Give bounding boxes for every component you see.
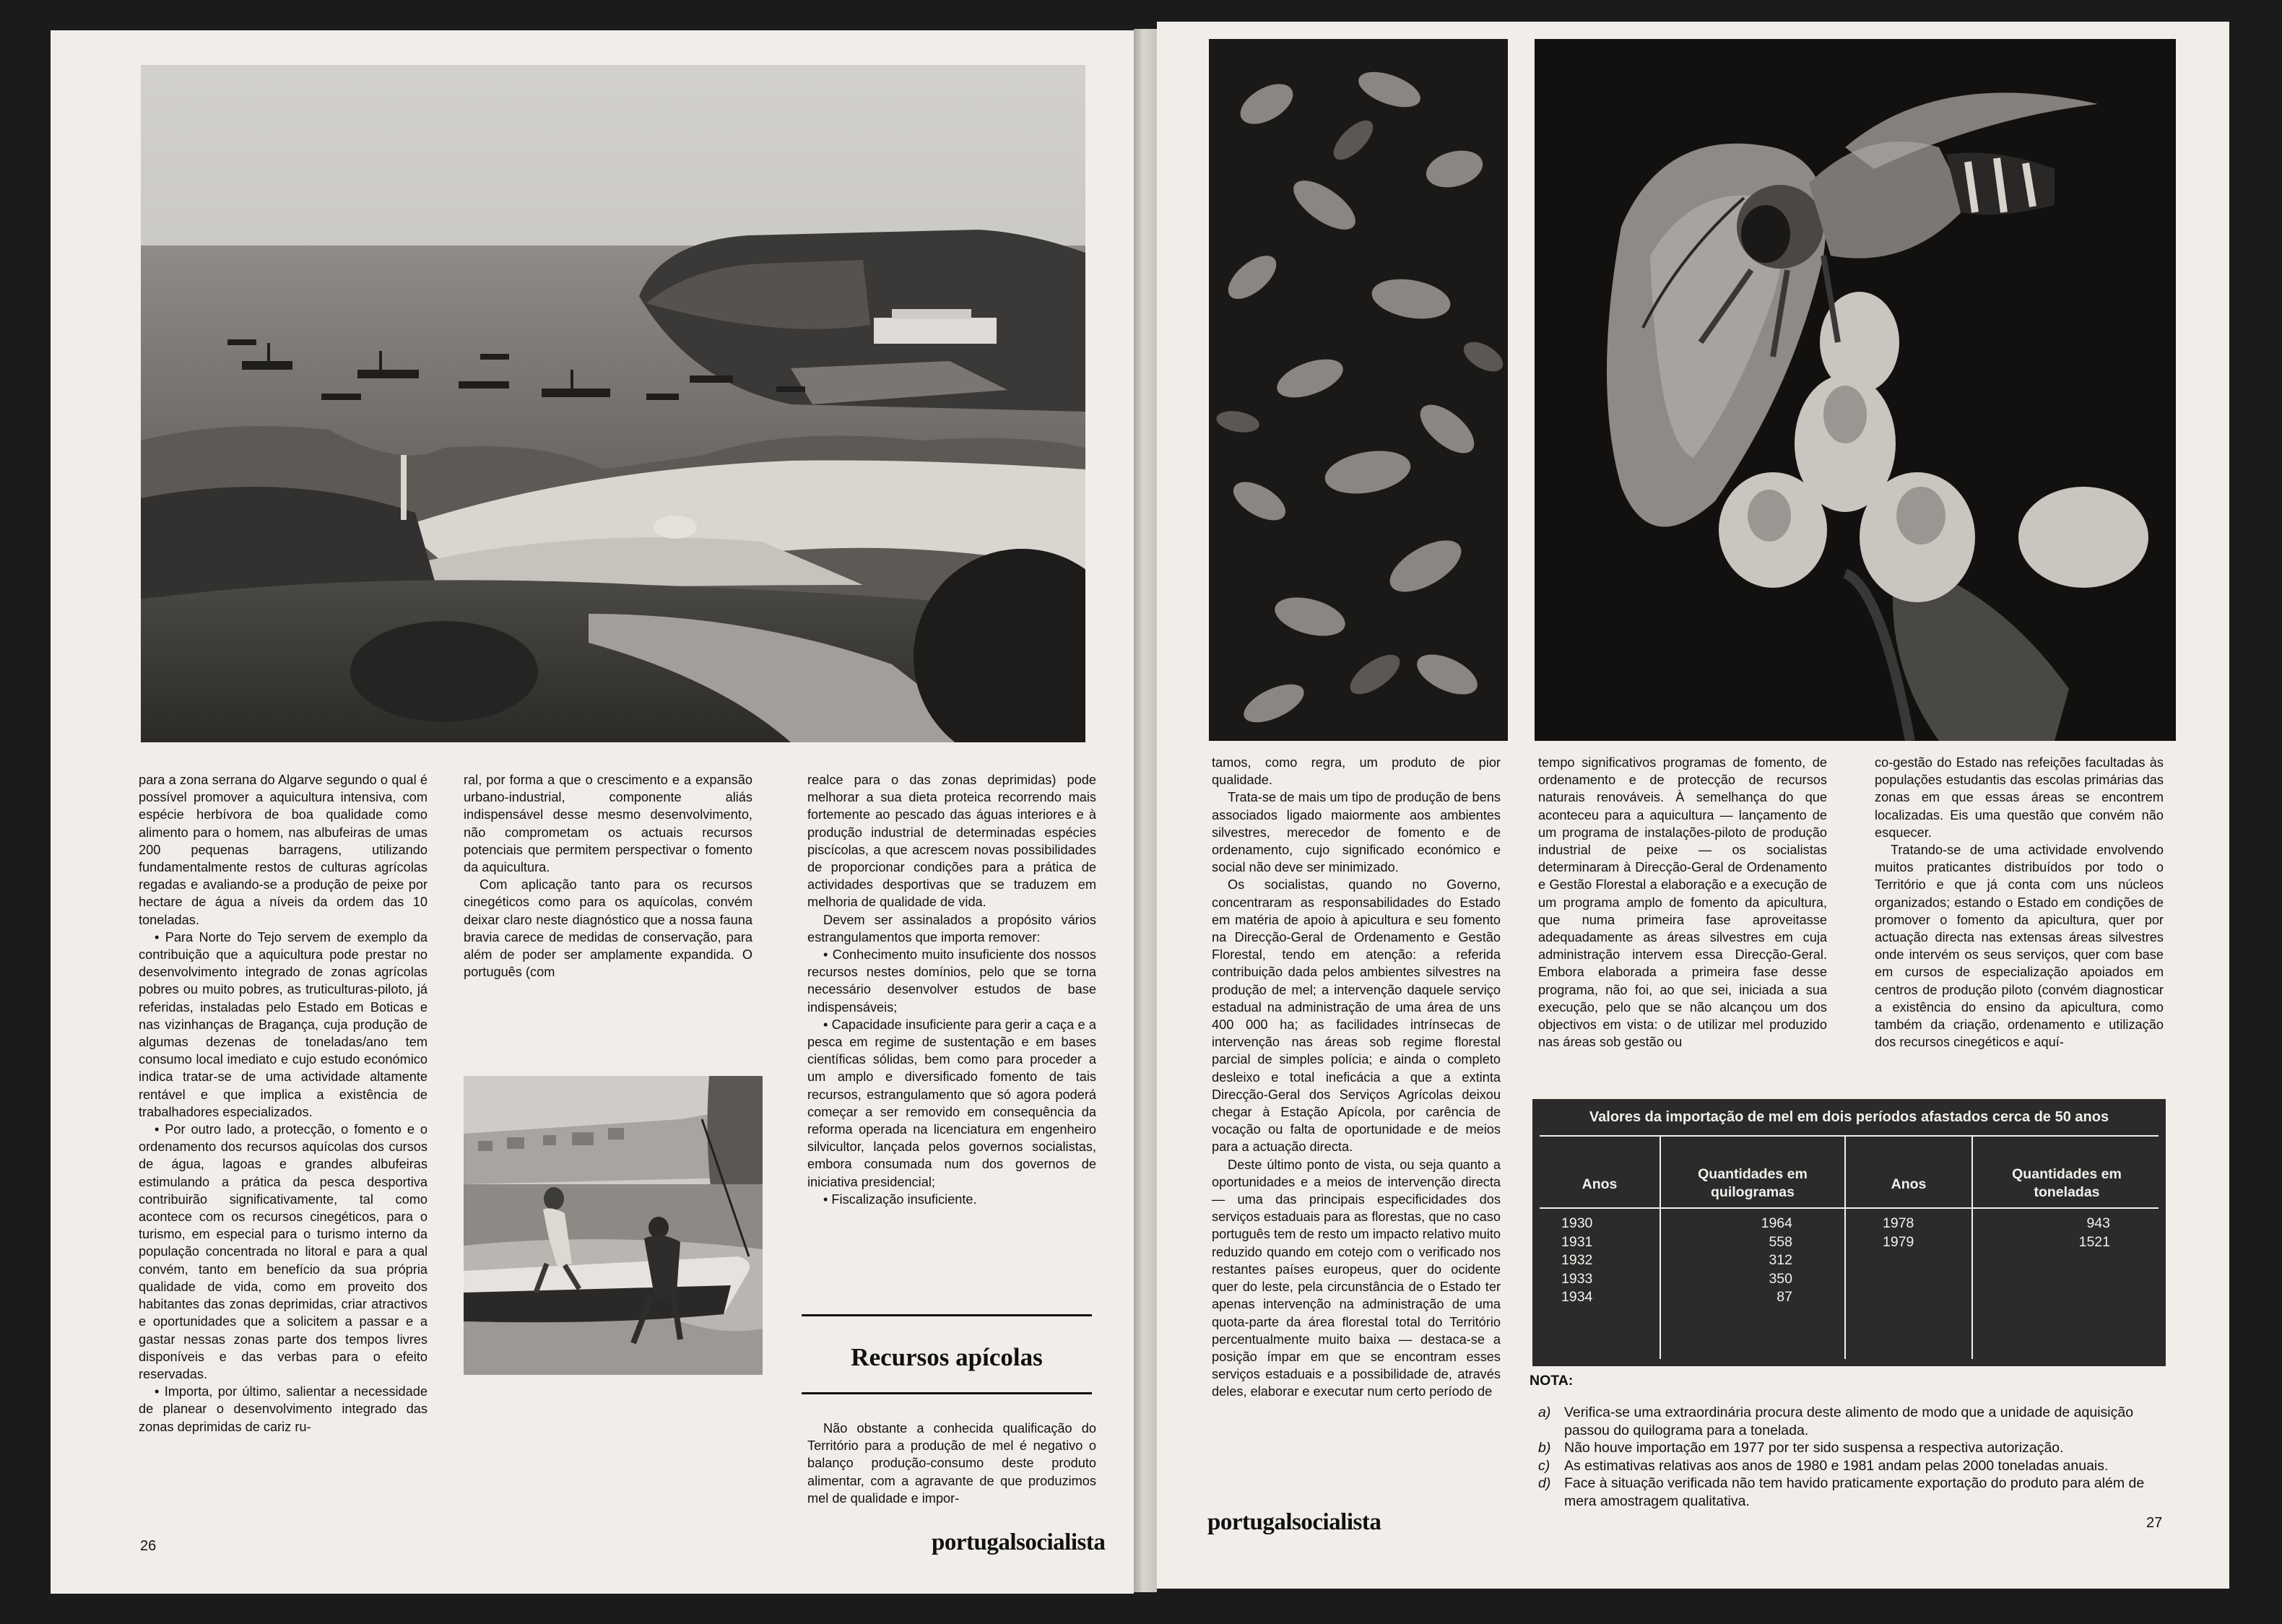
nota-label: NOTA: [1530, 1373, 1574, 1389]
table-divider [1844, 1135, 1846, 1359]
table-header-anos: Anos [1891, 1176, 1927, 1192]
paragraph: • Capacidade insuficiente para gerir a caça e a pesca em regime de sustentação e em bases científicas sólidas, bem como para proceder a um amplo e diversificado fomento de tais recursos, estrangulamento que só agora poderá começar a ser removido em consequência da reforma operada na licenciatura em engenheiro silvicultor, lançada pelos governos socialistas, embora consumada num dos governos de iniciativa presidencial; [807, 1017, 1096, 1189]
paragraph: • Importa, por último, salientar a necessidade de planear o desenvolvimento integrado das zonas deprimidas de cariz ru- [139, 1384, 428, 1434]
paragraph: • Para Norte do Tejo servem de exemplo da contribuição que a aquicultura pode prestar no desenvolvimento integrado de zonas agrícolas pobres ou muito pobres, as truticulturas-piloto, já referidas, instaladas pelo Estado em Boticas e nas vizinhanças de Bragança, cuja produção de algumas dezenas de toneladas/ano tem consumo local imediato e cujo estudo económico indica tratar-se de uma actividade altamente rentável e que implica a existência de trabalhadores especializados. [139, 929, 428, 1119]
table-cell: 1978 [1883, 1215, 1914, 1231]
nota-item [1538, 1457, 2174, 1475]
masthead: portugalsocialista [1207, 1509, 1381, 1535]
bee-on-flower-photo [1535, 39, 2176, 741]
paragraph: Devem ser assinalados a propósito vários estrangulamentos que importa remover: [807, 912, 1096, 945]
table-cell: 1933 [1561, 1270, 1593, 1287]
paragraph: Com aplicação tanto para os recursos cinegéticos como para os aquícolas, convém deixar claro neste diagnóstico que a nossa fauna bravia carece de medidas de conservação, para além de poder ser amplamente expandida. O português (com [464, 877, 752, 980]
period1-years [1561, 1215, 1634, 1307]
section-title: Recursos apícolas [851, 1343, 1043, 1371]
left-page [51, 30, 1134, 1594]
paragraph: para a zona serrana do Algarve segundo o qual é possível promover a aquicultura intensiva, com espécie herbívora de boa qualidade como alimento para o homem, nas albufeiras de umas 200 pequenas barragens, utilizando fundamentalmente restos de culturas agrícolas regadas e avaliando-se a produção de peixe por hectare de água a níveis da ordem das 10 toneladas. [139, 773, 428, 927]
table-cell: 312 [1769, 1252, 1792, 1268]
nota-text: As estimativas relativas aos anos de 1980 e 1981 andam pelas 2000 toneladas anuais. [1564, 1457, 2109, 1474]
paragraph: • Por outro lado, a protecção, o fomento e o ordenamento dos recursos aquícolas dos cursos de água, lagoas e grandes albufeiras estimulando a prática da pesca desportiva contribuirão significativamente, tal como acontece com os recursos cinegéticos, para o turismo, em especial para o turismo interno da população concentrada no litoral e para a qual convém, tanto em benefício da sua própria qualidade de vida, como em proveito dos habitantes das zonas deprimidas, criar atractivos e oportunidades que a solicitem a passar e a gastar nessas zonas parte dos tempos livres disponíveis e das verbas para o efeito reservadas. [139, 1122, 428, 1381]
paragraph: • Fiscalização insuficiente. [823, 1191, 977, 1207]
left-col-3 [807, 771, 1096, 1208]
table-cell: 1964 [1761, 1215, 1792, 1231]
paragraph: • Conhecimento muito insuficiente dos nossos recursos nestes domínios, pelo que se torna necessário desenvolver estudos de base indispensáveis; [807, 947, 1096, 1015]
nota-text: Face à situação verificada não tem havido praticamente exportação do produto para além de mera amostragem qualitativa. [1564, 1475, 2145, 1509]
section-rule [802, 1314, 1092, 1316]
table-divider [1971, 1135, 1973, 1359]
table-caption: Valores da importação de mel em dois períodos afastados cerca de 50 anos [1589, 1109, 2109, 1125]
paragraph: Não obstante a conhecida qualificação do Território para a produção de mel é negativo o balanço produção-consumo deste produto alimentar, com a agravante de que produzimos mel de qualidade e impor- [807, 1421, 1096, 1506]
foliage-photo [1209, 39, 1508, 741]
table-cell: 1932 [1561, 1252, 1593, 1268]
nota-marker: b) [1538, 1440, 1551, 1456]
paragraph: realce para o das zonas deprimidas) pode melhorar a sua dieta proteica recorrendo mais fortemente ao pescado das águas interiores e à produção industrial de determinadas espécies piscícolas, a que acrescem novas possibilidades de proporcionar condições para a prática de actividades desportivas que se traduzem em melhoria de qualidade de vida. [807, 773, 1096, 910]
table-cell: 1521 [2078, 1233, 2110, 1250]
right-col-2 [1538, 754, 1827, 1051]
right-page [1157, 22, 2229, 1589]
table-rule [1540, 1135, 2159, 1137]
period2-years [1883, 1215, 1955, 1251]
paragraph: co-gestão do Estado nas refeições facultadas às populações estudantis das escolas primárias das zonas em que essas áreas se encontrem localizadas. Eis uma questão que convém não esquecer. [1875, 755, 2164, 840]
nota-marker: d) [1538, 1475, 1551, 1491]
spine-gutter [1134, 29, 1157, 1592]
page-number: 27 [2146, 1515, 2163, 1531]
period2-tons [2038, 1215, 2110, 1251]
nota-marker: c) [1538, 1457, 1550, 1474]
table-divider [1660, 1135, 1661, 1359]
paragraph: Trata-se de mais um tipo de produção de bens associados ligado maiormente aos ambientes silvestres, merecedor de fomento e de ordenamento, cujo significado económico e social não deve ser minimizado. [1212, 790, 1501, 875]
table-header-kg: Quantidades em quilogramas [1698, 1166, 1808, 1200]
table-cell: 1930 [1561, 1215, 1593, 1231]
paragraph: tamos, como regra, um produto de pior qualidade. [1212, 755, 1501, 788]
table-cell: 87 [1776, 1289, 1792, 1305]
left-col-1 [139, 771, 428, 1436]
nota-text: Não houve importação em 1977 por ter sido suspensa a respectiva autorização. [1564, 1440, 2064, 1456]
table-cell: 350 [1769, 1270, 1792, 1287]
nota-list [1538, 1404, 2174, 1510]
paragraph: ral, por forma a que o crescimento e a expansão urbano-industrial, componente aliás indispensável desse mesmo desenvolvimento, não comprometam os actuais recursos potenciais que permitem perspectivar o fomento da aquicultura. [464, 773, 752, 875]
nota-item [1538, 1439, 2174, 1457]
table-cell: 1979 [1883, 1233, 1914, 1250]
paragraph: Deste último ponto de vista, ou seja quanto a oportunidades e a meios de intervenção directa — uma das principais especificidades dos serviços estaduais para as florestas, que no caso português tem de resto um impacto relativo muito reduzido quando em cotejo com o verificado nos restantes países europeus, quer do ocidente quer do leste, pela circunstância de o Estado ter apenas intervenção na administração de uma quota-parte da área florestal total do Território percentualmente muito baixa — destaca-se a posição ímpar em que se encontram esses serviços estaduais e a possibilidade de, através deles, elaborar e executar num certo período de [1212, 1157, 1501, 1399]
left-col-2 [464, 771, 752, 981]
harbor-photo [141, 65, 1085, 742]
nota-text: Verifica-se uma extraordinária procura deste alimento de modo que a unidade de aquisição passou do quilograma para a tonelada. [1564, 1404, 2134, 1438]
paragraph: tempo significativos programas de fomento, de ordenamento e de protecção de recursos naturais renováveis. À semelhança do que aconteceu para a aquicultura — lançamento de um programa de instalações-piloto de produção industrial de peixe — os socialistas determinaram à Direcção-Geral de Ordenamento e Gestão Florestal a elaboração e a execução de um programa amplo de fomento da apicultura, que numa primeira fase aproveitasse adequadamente as áreas silvestres em cuja administração intervem essa Direcção-Geral. Embora elaborada a primeira fase desse programa, não foi, ao que sei, iniciada a sua execução, pelo que se não alcançou um dos objectivos em vista: o de utilizar mel produzido nas áreas sob gestão ou [1538, 755, 1827, 1050]
table-cell: 1934 [1561, 1289, 1593, 1305]
beach-boat-photo [464, 1076, 763, 1375]
masthead: portugalsocialista [932, 1529, 1106, 1555]
nota-item [1538, 1475, 2174, 1510]
table-rule [1540, 1207, 2159, 1209]
table-cell: 1931 [1561, 1233, 1593, 1250]
page-number: 26 [140, 1538, 157, 1554]
section-rule [802, 1392, 1092, 1394]
nota-marker: a) [1538, 1404, 1551, 1420]
right-col-3 [1875, 754, 2164, 1051]
table-cell: 943 [2086, 1215, 2110, 1231]
nota-item [1538, 1404, 2174, 1439]
table-cell: 558 [1769, 1233, 1792, 1250]
honey-import-table [1532, 1099, 2166, 1366]
left-col-3-section-text [807, 1420, 1096, 1507]
right-col-1 [1212, 754, 1501, 1401]
period1-kg [1713, 1215, 1792, 1307]
table-header-anos: Anos [1582, 1176, 1618, 1192]
paragraph: Os socialistas, quando no Governo, concentraram as responsabilidades do Estado em matéria de apoio à apicultura e seu fomento na Direcção-Geral de Ordenamento e Gestão Florestal, tendo em atenção: a referida contribuição dada pelos ambientes silvestres na produção de mel; a intervenção daquele serviço estadual na administração de uma área de uns 400 000 ha; as facilidades intrínsecas de intervenção nas áreas sob regime florestal parcial de simples polícia; e ainda o completo desleixo e total ineficácia a que a extinta Direcção-Geral dos Serviços Agrícolas deixou chegar à Estação Apícola, por carência de vocação ou falta de oportunidade e de meios para a actuação directa. [1212, 877, 1501, 1155]
paragraph: Tratando-se de uma actividade envolvendo muitos praticantes distribuídos por todo o Território e que já conta com uns núcleos organizados; estando o Estado em condições de promover o fomento da apicultura, quer por actuação directa nas extensas áreas silvestres onde intervém os seus serviços, quer com base em cursos de especialização apoiados em centros de produção piloto (convém diagnosticar a existência do ensino da apicultura, como também da criação, ordenamento e utilização dos recursos cinegéticos e aquí- [1875, 843, 2164, 1050]
table-header-tons: Quantidades em toneladas [2012, 1166, 2122, 1200]
